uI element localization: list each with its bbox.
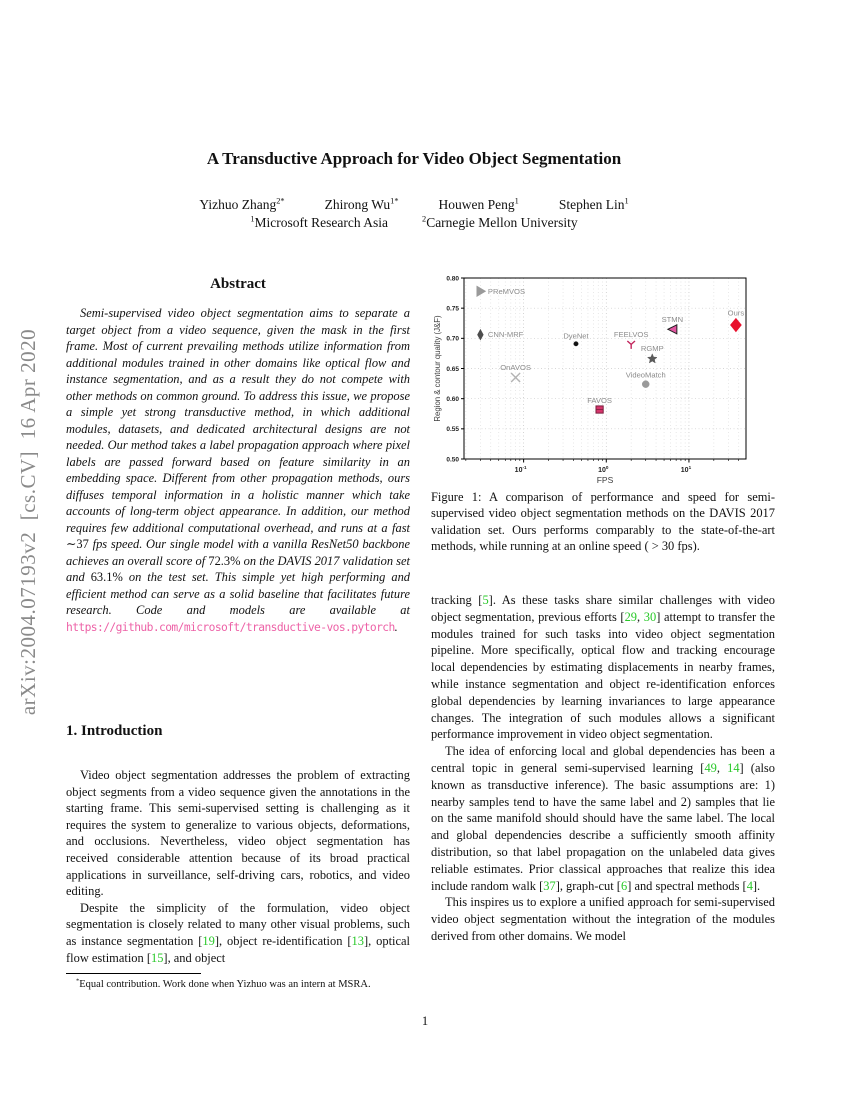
text: . [394,619,398,634]
text: ] and spectral methods [ [627,878,747,893]
citation-link[interactable]: 13 [351,933,364,948]
svg-text:0.75: 0.75 [446,305,459,313]
chart-point-label: OnAVOS [500,363,531,373]
svg-text:Region & contour quality (J&F): Region & contour quality (J&F) [433,315,442,422]
text: ]. [752,878,761,893]
affiliation-list [0,215,828,231]
abstract-heading: Abstract [210,276,266,292]
abstract-paragraph [66,305,410,636]
citation-link[interactable]: 6 [620,878,628,893]
author-list [0,197,828,213]
svg-text:0.65: 0.65 [446,365,459,373]
scatter-chart [431,272,775,485]
chart-point-label: RGMP [640,343,664,353]
math-number: 72.3% [208,553,241,568]
affiliation: $^2$Carnegie Mellon University [422,214,578,230]
svg-text:0.70: 0.70 [446,335,459,343]
paragraph [66,767,410,900]
text: fps speed. Our single model with a vanilla ResNet50 backbone achieves an overall score of [66,537,410,568]
math-number: 63.1% [90,570,123,584]
text: on the test set. This simple yet high performing and efficient method can serve as a solid baseline that facilitates future research. Code and models are available at [66,570,411,617]
page-title: A Transductive Approach for Video Object Segmentation [206,149,622,168]
arxiv-banner: arXiv:2004.07193v2 [cs.CV] 16 Apr 2020 [16,328,40,716]
author: Yizhuo Zhang$^{2*}$ [199,196,285,212]
svg-text:100: $10^0$ [598,465,609,474]
citation-link[interactable]: 19 [202,933,215,948]
introduction-body [66,767,410,966]
chart-point-label: VideoMatch [625,370,666,380]
citation-link[interactable]: 5 [482,593,489,607]
left-column [66,272,410,1012]
svg-text:10-1: $10^{-1}$ [514,465,527,474]
footnote-text: *Equal contribution. Work done when Yizhuo was an intern at MSRA. [76,977,371,990]
author: Stephen Lin$^1$ [558,196,629,212]
text: Video object segmentation addresses the problem of extracting object segments from a video sequence given the annotations in the starting frame. This semi-supervised setting is challenging as it requires the system to generalize to various objects, deformations, and occlusions. Nevertheless, video object segmentation has received considerable attention because of its broad practical applications in surveillance, self-driving cars, robotics, and video editing. [66,768,410,899]
svg-text:0.50: 0.50 [446,456,459,464]
text: The idea of enforcing local and global dependencies has been a central topic in general semi-supervised learning [ [431,744,775,775]
text: tracking [ [431,593,483,607]
chart-point-label: FAVOS [587,395,612,405]
author: Zhirong $Wu^{1*}$ [324,196,399,212]
text: ] attempt to transfer the modules trained for such tasks into video object segmentation pipeline. More specifically, optical flow and tracking encourage local dependencies by estimating displacements in nearby frames, while instance segmentation and object re-identification enforces global dependencies by learning invariances to large appearance changes. The integration of such modules allows a significant performance improvement in video object segmentation. [431,609,776,742]
page-number: 1 [421,1014,429,1028]
code-url-link[interactable]: https://github.com/microsoft/transductive-vos.pytorch [66,620,395,634]
footnote [66,973,410,991]
text: Despite the simplicity of the formulation, video object segmentation is closely related to many other visual problems, such as instance segmentation [ [66,900,410,948]
text: This inspires us to explore a unified approach for semi-supervised video object segmentation without the integration of the modules derived from other domains. We model [431,895,775,943]
text: ]. As these tasks share similar challenges with video object segmentation, previous efforts [ [431,593,775,624]
svg-text:FPS: FPS [596,475,614,485]
chart-point-label: PReMVOS [487,286,526,296]
citation-link[interactable]: 37 [543,878,556,893]
author: Houwen Peng$^1$ [438,196,519,212]
svg-text:0.60: 0.60 [446,395,459,403]
citation-link[interactable]: 15 [150,950,164,965]
chart-point-label: CNN-MRF [487,330,524,340]
citation-link[interactable]: 30 [643,609,657,624]
paragraph [431,743,775,894]
right-column-body [431,592,775,945]
chart-point-label: FEELVOS [613,329,649,339]
text: ], object re-identification [ [214,933,352,948]
text: on the DAVIS 2017 validation set and [66,553,410,584]
right-column [431,270,775,1015]
introduction-heading: 1. Introduction [66,723,163,739]
affiliation: $^1$Microsoft Research Asia [250,214,388,230]
citation-link[interactable]: 29 [624,609,637,624]
figure-1-caption: Figure 1: A comparison of performance and speed for semi-supervised video object segmentation methods on the DAVIS 2017 validation set. Ours performs comparably to the state-of-the-art methods, while running at an online speed ( > 30 fps). [431,490,775,553]
text: , [637,609,644,624]
citation-link[interactable]: 14 [727,760,740,775]
text: Semi-supervised video object segmentation aims to separate a target object from a video sequence, given the mask in the first frame. Most of current prevailing methods utilize information from additional modules trained in other domains like optical flow and instance segmentation, and as a result they do not compete with other methods on common ground. To address this issue, we propose a simple yet strong transductive method, in which additional modules, datasets, and dedicated architectural designs are not needed. Our method takes a label propagation approach where pixel labels are passed forward based on feature similarity in an embedding space. Different from other propagation methods, ours diffuses temporal information in a holistic manner which take accounts of long-term object appearance. In addition, our method requires few additional computational overhead, and runs at a fast [66,306,410,535]
citation-link[interactable]: 4 [746,878,753,893]
footnote-rule [66,973,201,974]
text: ] (also known as transductive inference). The basic assumptions are: 1) nearby samples tend to have the same label and 2) samples that lie on the same manifold should should have the same label. The local and global dependencies describe a sufficiently smooth affinity distribution, so that label propagation on the unlabeled data gives reliable estimates. Prior classical approaches that realize this idea include random walk [ [431,760,775,893]
chart-point-label: DyeNet [563,331,589,341]
chart-point-label: Ours [727,308,745,318]
citation-link[interactable]: 49 [704,760,717,775]
text: ], optical flow estimation [ [66,933,410,965]
text: ], and object [163,950,226,965]
svg-text:101: $10^1$ [680,465,692,474]
text: , [716,760,728,775]
paragraph [66,900,410,966]
svg-text:0.55: 0.55 [446,426,459,434]
svg-text:0.80: 0.80 [446,275,459,283]
figure-1-scatter-plot [431,272,775,485]
abstract-body [66,305,410,636]
paragraph [431,894,775,944]
math-number: ∼37 [66,537,89,551]
text: ], graph-cut [ [555,878,621,893]
paragraph [431,592,775,743]
chart-point-label: STMN [661,314,684,324]
